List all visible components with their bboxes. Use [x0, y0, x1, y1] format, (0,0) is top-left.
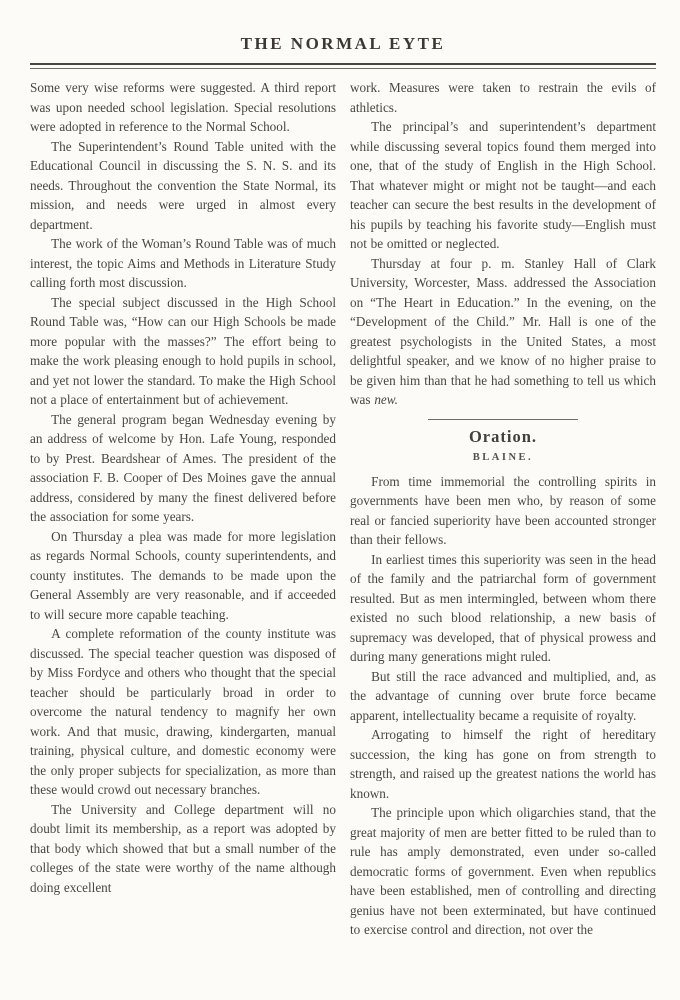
paragraph: Arrogating to himself the right of hereditary succession, the king has gone on from strength to strength, and raised up the greatest nations the world has known. [350, 727, 656, 801]
masthead-title: THE NORMAL EYTE [240, 34, 446, 53]
paragraph: In earliest times this superiority was seen in the head of the family and the patriarchal form of government resulted. But as men intermingled, between whom there existed no such blood relationship, a new basis of supremacy was developed, that of physical prowess and during many generations might ruled. [350, 551, 656, 664]
paragraph: A complete reformation of the county institute was discussed. The special teacher question was disposed of by Miss Fordyce and others who thought that the special teacher should be particularly broad in order to overcome the natural tendency to magnify her own work. And that music, drawing, kindergarten, manual training, physical culture, and domestic economy were the only proper subjects for specialization, as more than these would crowd out necessary branches. [30, 626, 336, 797]
paragraph: Some very wise reforms were suggested. A third report was upon needed school legislation. Special resolutions were adopted in reference to the Normal School. [30, 80, 336, 134]
paragraph: The Superintendent’s Round Table united with the Educational Council in discussing the S. N. S. and its needs. Throughout the convention the State Normal, its mission, and needs were urged in almost every department. [30, 138, 336, 232]
paragraph: The general program began Wednesday evening by an address of welcome by Hon. Lafe Young, responded to by Prest. Beardshear of Ames. The president of the association F. B. Cooper of Des Moines gave the annual address, considered by many the finest delivered before the association for some years. [30, 411, 336, 524]
paragraph [350, 254, 656, 410]
paragraph: The work of the Woman’s Round Table was of much interest, the topic Aims and Methods in Literature Study calling forth most discussion. [30, 236, 336, 290]
italic-word: new. [374, 392, 398, 407]
right-column [350, 78, 656, 940]
paragraph-text: Thursday at four p. m. Stanley Hall of Clark University, Worcester, Mass. addressed the Association on “The Heart in Education.” In the evening, on the “Development of the Child.” Mr. Hall is one of the greatest psychologists in the United States, a most delightful speaker, and we know of no higher praise to be given him than that he had something to tell us which was [350, 255, 656, 407]
paragraph: On Thursday a plea was made for more legislation as regards Normal Schools, county superintendents, and county institutes. The demands to be made upon the General Assembly are very reasonable, and if acceeded to will secure more capable teaching. [30, 528, 336, 622]
paragraph: From time immemorial the controlling spirits in governments have been men who, by reason of some real or fancied superiority have been accounted stronger than their fellows. [350, 473, 656, 547]
paragraph: work. Measures were taken to restrain the evils of athletics. [350, 80, 656, 115]
left-column [30, 78, 336, 940]
section-title: Oration. [468, 426, 538, 446]
paragraph: The special subject discussed in the High School Round Table was, “How can our High Schools be made more popular with the masses?” The effort being to make the work pleasing enough to hold pupils in school, and yet not lower the standard. To make the High School not a place of entertainment but of achievement. [30, 294, 336, 407]
paragraph: The principal’s and superintendent’s department while discussing several topics found them merged into one, that of the study of English in the High School. That whatever might or might not be taught—and each teacher can secure the best results in the development of his pupils by teaching his favorite study—English must not be omitted or neglected. [350, 119, 656, 251]
masthead-rule [30, 63, 656, 69]
paragraph: The University and College department will no doubt limit its membership, as a report was adopted by that body which showed that but a small number of the colleges of the state were worthy of the name although doing excellent [30, 801, 336, 895]
paragraph: The principle upon which oligarchies stand, that the great majority of men are better fitted to be ruled than to rule has amply demonstrated, even under so-called democratic forms of government. Even when republics have been established, men of controlling and directing genius have not been exterminated, but have continued to exercise control and direction, not over the [350, 805, 656, 937]
paragraph: But still the race advanced and multiplied, and, as the advantage of cunning over brute force became apparent, intellectuality became a requisite of royalty. [350, 668, 656, 723]
section-subtitle: BLAINE. [472, 452, 534, 463]
section-divider [428, 419, 578, 420]
article-body [30, 78, 656, 940]
